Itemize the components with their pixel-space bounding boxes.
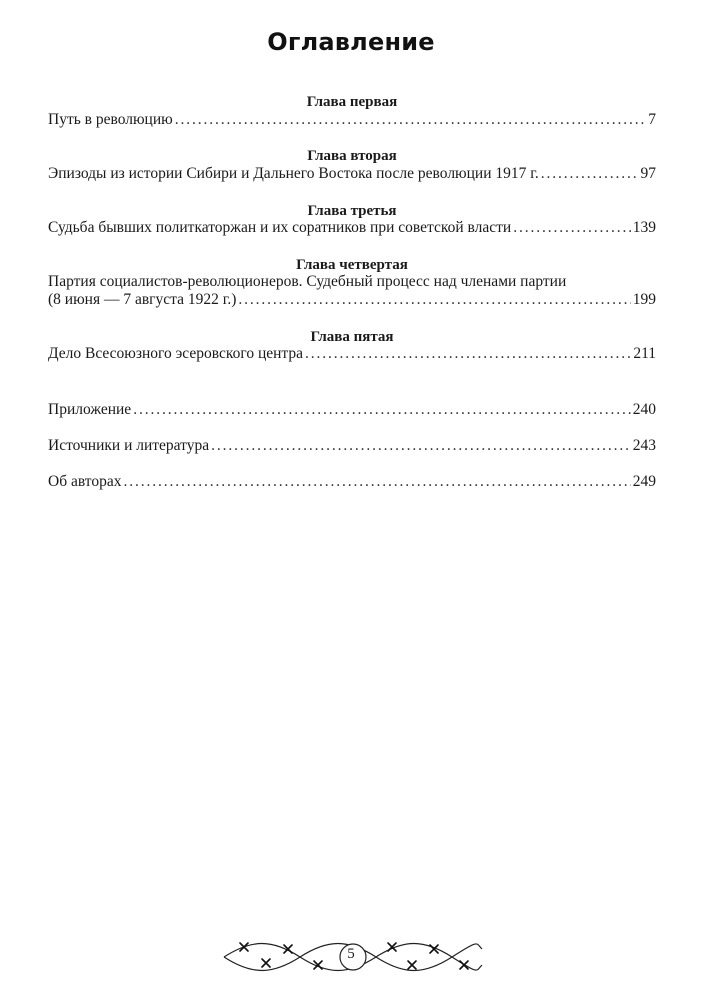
page-number: 5 — [347, 946, 355, 962]
toc-entry[interactable] — [48, 400, 656, 420]
dot-leader — [175, 110, 647, 130]
toc-entry-title: Судьба бывших политкаторжан и их соратников при советской власти — [48, 219, 512, 236]
toc-entry-page: 243 — [632, 437, 656, 454]
toc-entry[interactable] — [48, 472, 656, 492]
toc-entry-title: Эпизоды из истории Сибири и Дальнего Востока после революции 1917 г. — [48, 165, 539, 182]
toc-entry-title-line1: Партия социалистов-революционеров. Судебный процесс над членами партии — [48, 273, 567, 290]
toc-entry-page: 139 — [632, 219, 656, 236]
toc-entry-page: 7 — [648, 111, 656, 128]
toc-entry[interactable] — [48, 290, 656, 310]
chapter-heading: Глава четвертая — [296, 257, 408, 273]
chapter-heading: Глава первая — [306, 94, 398, 110]
dot-leader — [238, 290, 630, 310]
toc-entry[interactable] — [48, 436, 656, 456]
toc-entry-page: 249 — [632, 473, 656, 490]
toc-entry-title: (8 июня — 7 августа 1922 г.) — [48, 291, 237, 308]
chapter-heading: Глава вторая — [307, 148, 397, 164]
dot-leader — [123, 472, 630, 492]
toc-entry-title: Источники и литература — [48, 437, 210, 454]
page-title: Оглавление — [267, 28, 435, 56]
toc-entry[interactable] — [48, 344, 656, 364]
toc-entry[interactable] — [48, 218, 656, 238]
toc-entry-title: Дело Всесоюзного эсеровского центра — [48, 345, 304, 362]
toc-entry-title: Путь в революцию — [48, 111, 173, 128]
toc-entry-title: Приложение — [48, 401, 132, 418]
toc-entry-page: 97 — [640, 165, 656, 182]
toc-entry-title: Об авторах — [48, 473, 122, 490]
toc-entry[interactable] — [48, 110, 656, 130]
dot-leader — [211, 436, 631, 456]
dot-leader — [513, 218, 631, 238]
toc-entry-page: 199 — [632, 291, 656, 308]
toc-entry[interactable] — [48, 164, 656, 184]
dot-leader — [133, 400, 631, 420]
chapter-heading: Глава третья — [307, 203, 397, 219]
chapter-heading: Глава пятая — [310, 329, 394, 345]
dot-leader — [305, 344, 631, 364]
dot-leader — [541, 164, 639, 184]
toc-entry-page: 211 — [633, 345, 656, 362]
toc-entry-page: 240 — [632, 401, 656, 418]
